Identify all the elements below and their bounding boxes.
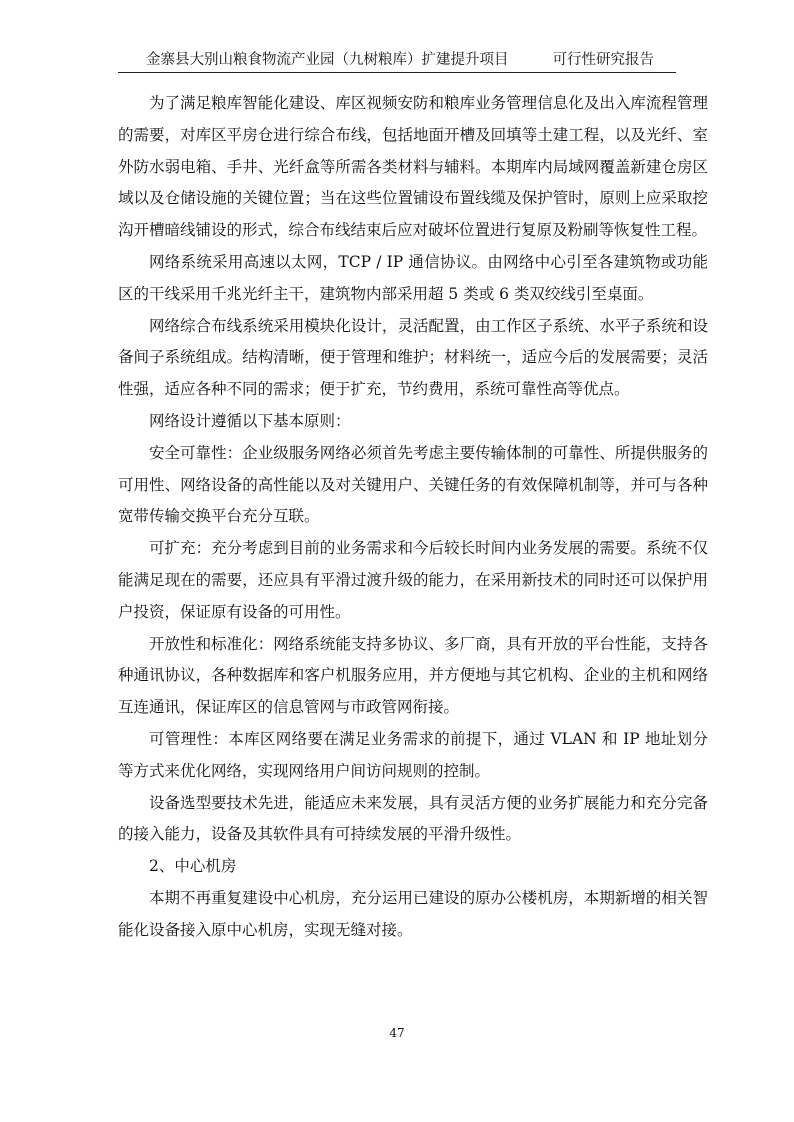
paragraph: 安全可靠性：企业级服务网络必须首先考虑主要传输体制的可靠性、所提供服务的可用性、网络设备的高性能以及对关键用户、关键任务的有效保障机制等，并可与各种宽带传输交换平台充分互联。 [118,443,708,526]
header-title: 金寨县大别山粮食物流产业园（九树粮库）扩建提升项目 [146,52,509,68]
page-number: 47 [389,1026,405,1040]
paragraph: 网络设计遵循以下基本原则： [149,411,351,430]
paragraph: 网络系统采用高速以太网，TCP / IP 通信协议。由网络中心引至各建筑物或功能区的干线采用千兆光纤主干，建筑物内部采用超 5 类或 6 类双绞线引至桌面。 [118,252,708,303]
paragraph: 可扩充：充分考虑到目前的业务需求和今后较长时间内业务发展的需要。系统不仅能满足现在的需要，还应具有平滑过渡升级的能力，在采用新技术的同时还可以保护用户投资，保证原有设备的可用性。 [118,539,708,621]
paragraph: 设备选型要技术先进，能适应未来发展，具有灵活方便的业务扩展能力和充分完备的接入能力，设备及其软件具有可持续发展的平滑升级性。 [118,793,708,844]
paragraph: 本期不再重复建设中心机房，充分运用已建设的原办公楼机房，本期新增的相关智能化设备接入原中心机房，实现无缝对接。 [118,888,708,939]
section-heading: 2、中心机房 [149,857,237,876]
paragraph: 网络综合布线系统采用模块化设计，灵活配置，由工作区子系统、水平子系统和设备间子系统组成。结构清晰，便于管理和维护；材料统一，适应今后的发展需要；灵活性强，适应各种不同的需求；便于扩充，节约费用，系统可靠性高等优点。 [118,316,708,399]
paragraph: 为了满足粮库智能化建设、库区视频安防和粮库业务管理信息化及出入库流程管理的需要，对库区平房仓进行综合布线，包括地面开槽及回填等土建工程，以及光纤、室外防水弱电箱、手井、光纤盒等所需各类材料与辅料。本期库内局域网覆盖新建仓房区域以及仓储设施的关键位置；当在这些位置铺设布置线缆及保护管时，原则上应采取挖沟开槽暗线铺设的形式，综合布线结束后应对破坏位置进行复原及粉刷等恢复性工程。 [118,94,708,240]
header-doc-type: 可行性研究报告 [552,52,654,68]
page-header [118,50,676,73]
body-text [118,88,708,947]
paragraph: 可管理性：本库区网络要在满足业务需求的前提下，通过 VLAN 和 IP 地址划分等方式来优化网络，实现网络用户间访问规则的控制。 [118,729,708,780]
paragraph: 开放性和标准化：网络系统能支持多协议、多厂商，具有开放的平台性能，支持各种通讯协议，各种数据库和客户机服务应用，并方便地与其它机构、企业的主机和网络互连通讯，保证库区的信息管网与市政管网衔接。 [118,634,708,717]
